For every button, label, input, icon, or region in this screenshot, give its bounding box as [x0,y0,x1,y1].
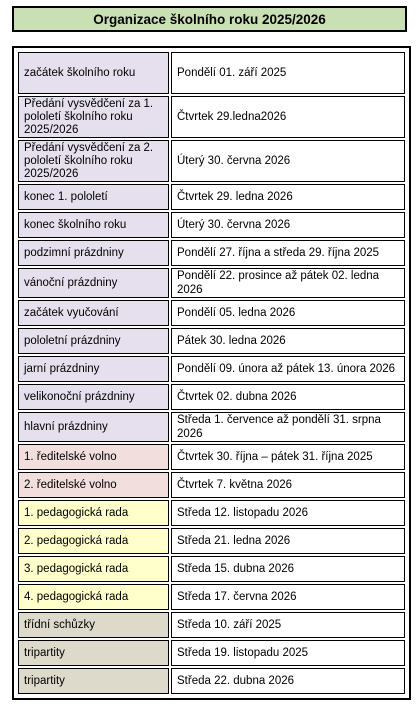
event-date: Čtvrtek 30. října – pátek 31. října 2025 [171,444,405,470]
event-label: hlavní prázdniny [18,412,169,442]
table-row [18,140,405,182]
table-row [18,612,405,638]
table-row [18,268,405,298]
table-row [18,96,405,138]
event-label: podzimní prázdniny [18,240,169,266]
event-date: Pondělí 09. února až pátek 13. února 2026 [171,356,405,382]
event-date: Středa 10. září 2025 [171,612,405,638]
event-label: třídní schůzky [18,612,169,638]
event-label: tripartity [18,640,169,666]
table-row [18,528,405,554]
table-row [18,356,405,382]
event-date: Středa 17. června 2026 [171,584,405,610]
table-row [18,328,405,354]
event-label: 2. ředitelské volno [18,472,169,498]
event-date: Čtvrtek 29. ledna 2026 [171,184,405,210]
table-row [18,212,405,238]
event-label: velikonoční prázdniny [18,384,169,410]
event-date: Pondělí 05. ledna 2026 [171,300,405,326]
table-row [18,52,405,94]
table-row [18,556,405,582]
event-label: vánoční prázdniny [18,268,169,298]
event-label: 1. ředitelské volno [18,444,169,470]
event-date: Středa 21. ledna 2026 [171,528,405,554]
page-title: Organizace školního roku 2025/2026 [12,6,407,32]
event-date: Čtvrtek 29.ledna2026 [171,96,405,138]
event-label: jarní prázdniny [18,356,169,382]
event-date: Úterý 30. června 2026 [171,212,405,238]
event-date: Čtvrtek 02. dubna 2026 [171,384,405,410]
table-row [18,240,405,266]
event-label: 3. pedagogická rada [18,556,169,582]
event-date: Středa 19. listopadu 2025 [171,640,405,666]
event-label: tripartity [18,668,169,694]
event-date: Pondělí 27. října a středa 29. října 2025 [171,240,405,266]
table-row [18,640,405,666]
event-date: Středa 12. listopadu 2026 [171,500,405,526]
table-row [18,184,405,210]
table-row [18,500,405,526]
schedule-table [16,50,407,696]
event-date: Pátek 30. ledna 2026 [171,328,405,354]
event-label: Předání vysvědčení za 2. pololetí školního roku 2025/2026 [18,140,169,182]
event-date: Pondělí 01. září 2025 [171,52,405,94]
event-label: začátek školního roku [18,52,169,94]
event-label: 4. pedagogická rada [18,584,169,610]
event-label: pololetní prázdniny [18,328,169,354]
event-label: konec školního roku [18,212,169,238]
event-date: Pondělí 22. prosince až pátek 02. ledna 2026 [171,268,405,298]
event-date: Středa 1. července až pondělí 31. srpna 2026 [171,412,405,442]
event-date: Středa 22. dubna 2026 [171,668,405,694]
event-label: Předání vysvědčení za 1. pololetí školního roku 2025/2026 [18,96,169,138]
table-row [18,384,405,410]
table-row [18,300,405,326]
event-label: začátek vyučování [18,300,169,326]
table-row [18,472,405,498]
table-row [18,412,405,442]
table-row [18,668,405,694]
table-row [18,584,405,610]
schedule-table-container [12,46,411,700]
event-label: konec 1. pololetí [18,184,169,210]
event-label: 2. pedagogická rada [18,528,169,554]
event-date: Středa 15. dubna 2026 [171,556,405,582]
event-date: Úterý 30. června 2026 [171,140,405,182]
event-date: Čtvrtek 7. května 2026 [171,472,405,498]
schedule-body [18,52,405,694]
event-label: 1. pedagogická rada [18,500,169,526]
table-row [18,444,405,470]
